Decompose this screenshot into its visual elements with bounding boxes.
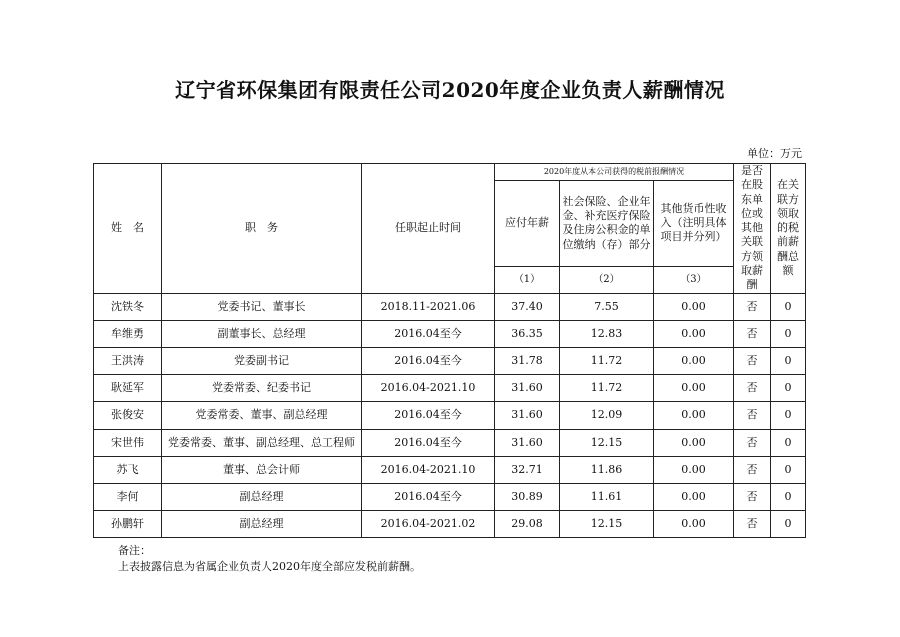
header-other-income: 其他货币性收入（注明具体项目并分列） (654, 180, 734, 266)
cell-term: 2016.04至今 (362, 402, 495, 429)
header-name: 姓 名 (94, 164, 162, 294)
header-col-2: （2） (560, 267, 654, 294)
document-title: 辽宁省环保集团有限责任公司2020年度企业负责人薪酬情况 (175, 78, 725, 102)
cell-position: 党委常委、董事、副总经理 (162, 402, 362, 429)
cell-related-total: 0 (771, 402, 806, 429)
cell-salary: 37.40 (495, 293, 560, 320)
table-row (94, 375, 806, 402)
cell-salary: 32.71 (495, 456, 560, 483)
salary-table (93, 163, 806, 538)
cell-insurance: 11.72 (560, 375, 654, 402)
unit-label: 单位：万元 (747, 147, 802, 160)
cell-position: 党委书记、董事长 (162, 293, 362, 320)
table-row (94, 483, 806, 510)
header-col-1: （1） (495, 267, 560, 294)
cell-name: 沈铁冬 (94, 293, 162, 320)
cell-related-total: 0 (771, 348, 806, 375)
cell-term: 2016.04至今 (362, 348, 495, 375)
cell-term: 2016.04至今 (362, 320, 495, 347)
cell-shareholder: 否 (734, 375, 771, 402)
cell-name: 苏飞 (94, 456, 162, 483)
cell-shareholder: 否 (734, 456, 771, 483)
cell-related-total: 0 (771, 456, 806, 483)
table-row (94, 402, 806, 429)
cell-insurance: 12.15 (560, 511, 654, 538)
cell-salary: 31.60 (495, 402, 560, 429)
cell-other-income: 0.00 (654, 375, 734, 402)
cell-other-income: 0.00 (654, 320, 734, 347)
table-row (94, 456, 806, 483)
cell-shareholder: 否 (734, 483, 771, 510)
notes (118, 543, 421, 575)
cell-other-income: 0.00 (654, 429, 734, 456)
table-row (94, 429, 806, 456)
cell-name: 孙鹏轩 (94, 511, 162, 538)
cell-other-income: 0.00 (654, 511, 734, 538)
cell-name: 李何 (94, 483, 162, 510)
table-row (94, 511, 806, 538)
cell-insurance: 12.83 (560, 320, 654, 347)
table-row (94, 320, 806, 347)
cell-insurance: 11.86 (560, 456, 654, 483)
cell-salary: 30.89 (495, 483, 560, 510)
cell-other-income: 0.00 (654, 456, 734, 483)
cell-term: 2016.04至今 (362, 483, 495, 510)
cell-other-income: 0.00 (654, 348, 734, 375)
header-insurance: 社会保险、企业年金、补充医疗保险及住房公积金的单位缴纳（存）部分 (560, 180, 654, 266)
cell-name: 牟维勇 (94, 320, 162, 347)
cell-salary: 31.78 (495, 348, 560, 375)
cell-related-total: 0 (771, 429, 806, 456)
header-related-total: 在关联方领取的税前薪酬总额 (771, 164, 806, 294)
cell-term: 2016.04-2021.02 (362, 511, 495, 538)
cell-shareholder: 否 (734, 511, 771, 538)
cell-term: 2016.04至今 (362, 429, 495, 456)
cell-salary: 31.60 (495, 429, 560, 456)
table-row (94, 293, 806, 320)
header-shareholder: 是否在股东单位或其他关联方领取薪酬 (734, 164, 771, 294)
cell-position: 董事、总会计师 (162, 456, 362, 483)
cell-shareholder: 否 (734, 320, 771, 347)
cell-term: 2016.04-2021.10 (362, 375, 495, 402)
cell-related-total: 0 (771, 511, 806, 538)
cell-shareholder: 否 (734, 402, 771, 429)
cell-related-total: 0 (771, 293, 806, 320)
cell-insurance: 7.55 (560, 293, 654, 320)
cell-position: 副总经理 (162, 511, 362, 538)
cell-shareholder: 否 (734, 293, 771, 320)
cell-term: 2018.11-2021.06 (362, 293, 495, 320)
cell-position: 副总经理 (162, 483, 362, 510)
cell-name: 耿延军 (94, 375, 162, 402)
header-salary: 应付年薪 (495, 180, 560, 266)
cell-shareholder: 否 (734, 348, 771, 375)
table-row (94, 348, 806, 375)
cell-related-total: 0 (771, 483, 806, 510)
notes-label: 备注： (118, 544, 151, 557)
cell-other-income: 0.00 (654, 402, 734, 429)
notes-text: 上表披露信息为省属企业负责人2020年度全部应发税前薪酬。 (118, 560, 421, 573)
cell-other-income: 0.00 (654, 293, 734, 320)
cell-term: 2016.04-2021.10 (362, 456, 495, 483)
cell-position: 副董事长、总经理 (162, 320, 362, 347)
cell-insurance: 12.09 (560, 402, 654, 429)
cell-shareholder: 否 (734, 429, 771, 456)
cell-name: 张俊安 (94, 402, 162, 429)
cell-related-total: 0 (771, 320, 806, 347)
header-position: 职 务 (162, 164, 362, 294)
cell-insurance: 11.61 (560, 483, 654, 510)
cell-insurance: 12.15 (560, 429, 654, 456)
cell-insurance: 11.72 (560, 348, 654, 375)
header-pay-group: 2020年度从本公司获得的税前报酬情况 (495, 164, 734, 181)
cell-position: 党委常委、纪委书记 (162, 375, 362, 402)
cell-name: 宋世伟 (94, 429, 162, 456)
cell-position: 党委副书记 (162, 348, 362, 375)
cell-related-total: 0 (771, 375, 806, 402)
cell-name: 王洪涛 (94, 348, 162, 375)
cell-salary: 31.60 (495, 375, 560, 402)
cell-salary: 36.35 (495, 320, 560, 347)
header-term: 任职起止时间 (362, 164, 495, 294)
cell-other-income: 0.00 (654, 483, 734, 510)
cell-salary: 29.08 (495, 511, 560, 538)
cell-position: 党委常委、董事、副总经理、总工程师 (162, 429, 362, 456)
header-col-3: （3） (654, 267, 734, 294)
